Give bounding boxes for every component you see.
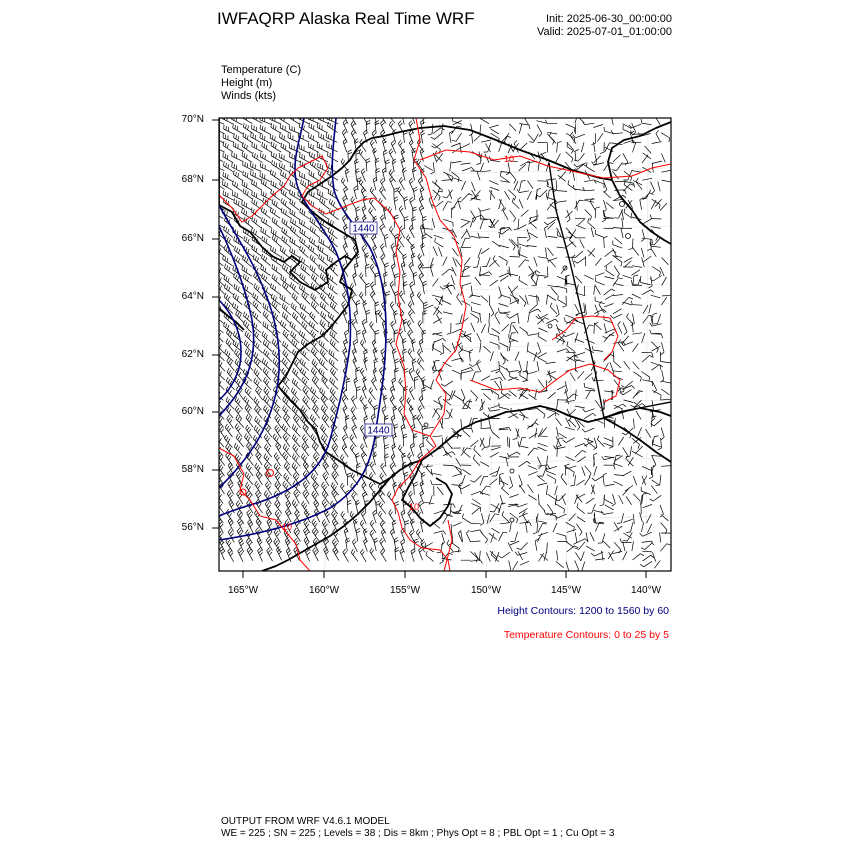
height-contour-legend: Height Contours: 1200 to 1560 by 60 (497, 605, 669, 617)
lat-label-58: 58°N (181, 464, 204, 475)
temperature-label-2: 10 (408, 502, 420, 512)
map-frame (219, 118, 671, 571)
temperature-label-3: 10 (281, 522, 293, 532)
height-label-2: 1440 (367, 425, 390, 437)
lon-label-160: 160°W (308, 585, 340, 596)
lon-label-145: 145°W (550, 585, 582, 596)
height-label-1: 1440 (352, 223, 375, 235)
temperature-contours (219, 118, 671, 571)
lon-label-150: 150°W (470, 585, 502, 596)
field-temperature: Temperature (C) (221, 64, 302, 76)
valid-time: Valid: 2025-07-01_01:00:00 (537, 26, 672, 38)
temperature-contour-labels (282, 154, 514, 532)
model-info-line1: OUTPUT FROM WRF V4.6.1 MODEL (221, 816, 390, 827)
lat-label-56: 56°N (181, 522, 204, 533)
wind-barb-field (213, 111, 674, 573)
plot-title: IWFAQRP Alaska Real Time WRF (217, 9, 475, 28)
lon-label-155: 155°W (389, 585, 421, 596)
coastline (219, 118, 671, 571)
lon-label-165: 165°W (227, 585, 259, 596)
lat-label-70: 70°N (181, 114, 204, 125)
lat-label-60: 60°N (181, 406, 204, 417)
field-winds: Winds (kts) (221, 90, 276, 102)
graticule (219, 118, 671, 571)
model-info-line2: WE = 225 ; SN = 225 ; Levels = 38 ; Dis = 8km ; Phys Opt = 8 ; PBL Opt = 1 ; Cu Opt = 3 (221, 828, 615, 839)
lat-label-68: 68°N (181, 174, 204, 185)
wind-barbs (213, 111, 674, 573)
lon-label-140: 140°W (630, 585, 662, 596)
temperature-contour-legend: Temperature Contours: 0 to 25 by 5 (503, 629, 669, 641)
init-time: Init: 2025-06-30_00:00:00 (546, 13, 672, 25)
lat-label-66: 66°N (181, 233, 204, 244)
field-height: Height (m) (221, 77, 273, 89)
lat-label-64: 64°N (181, 291, 204, 302)
temperature-label-1: 10 (503, 154, 515, 164)
lat-label-62: 62°N (181, 349, 204, 360)
